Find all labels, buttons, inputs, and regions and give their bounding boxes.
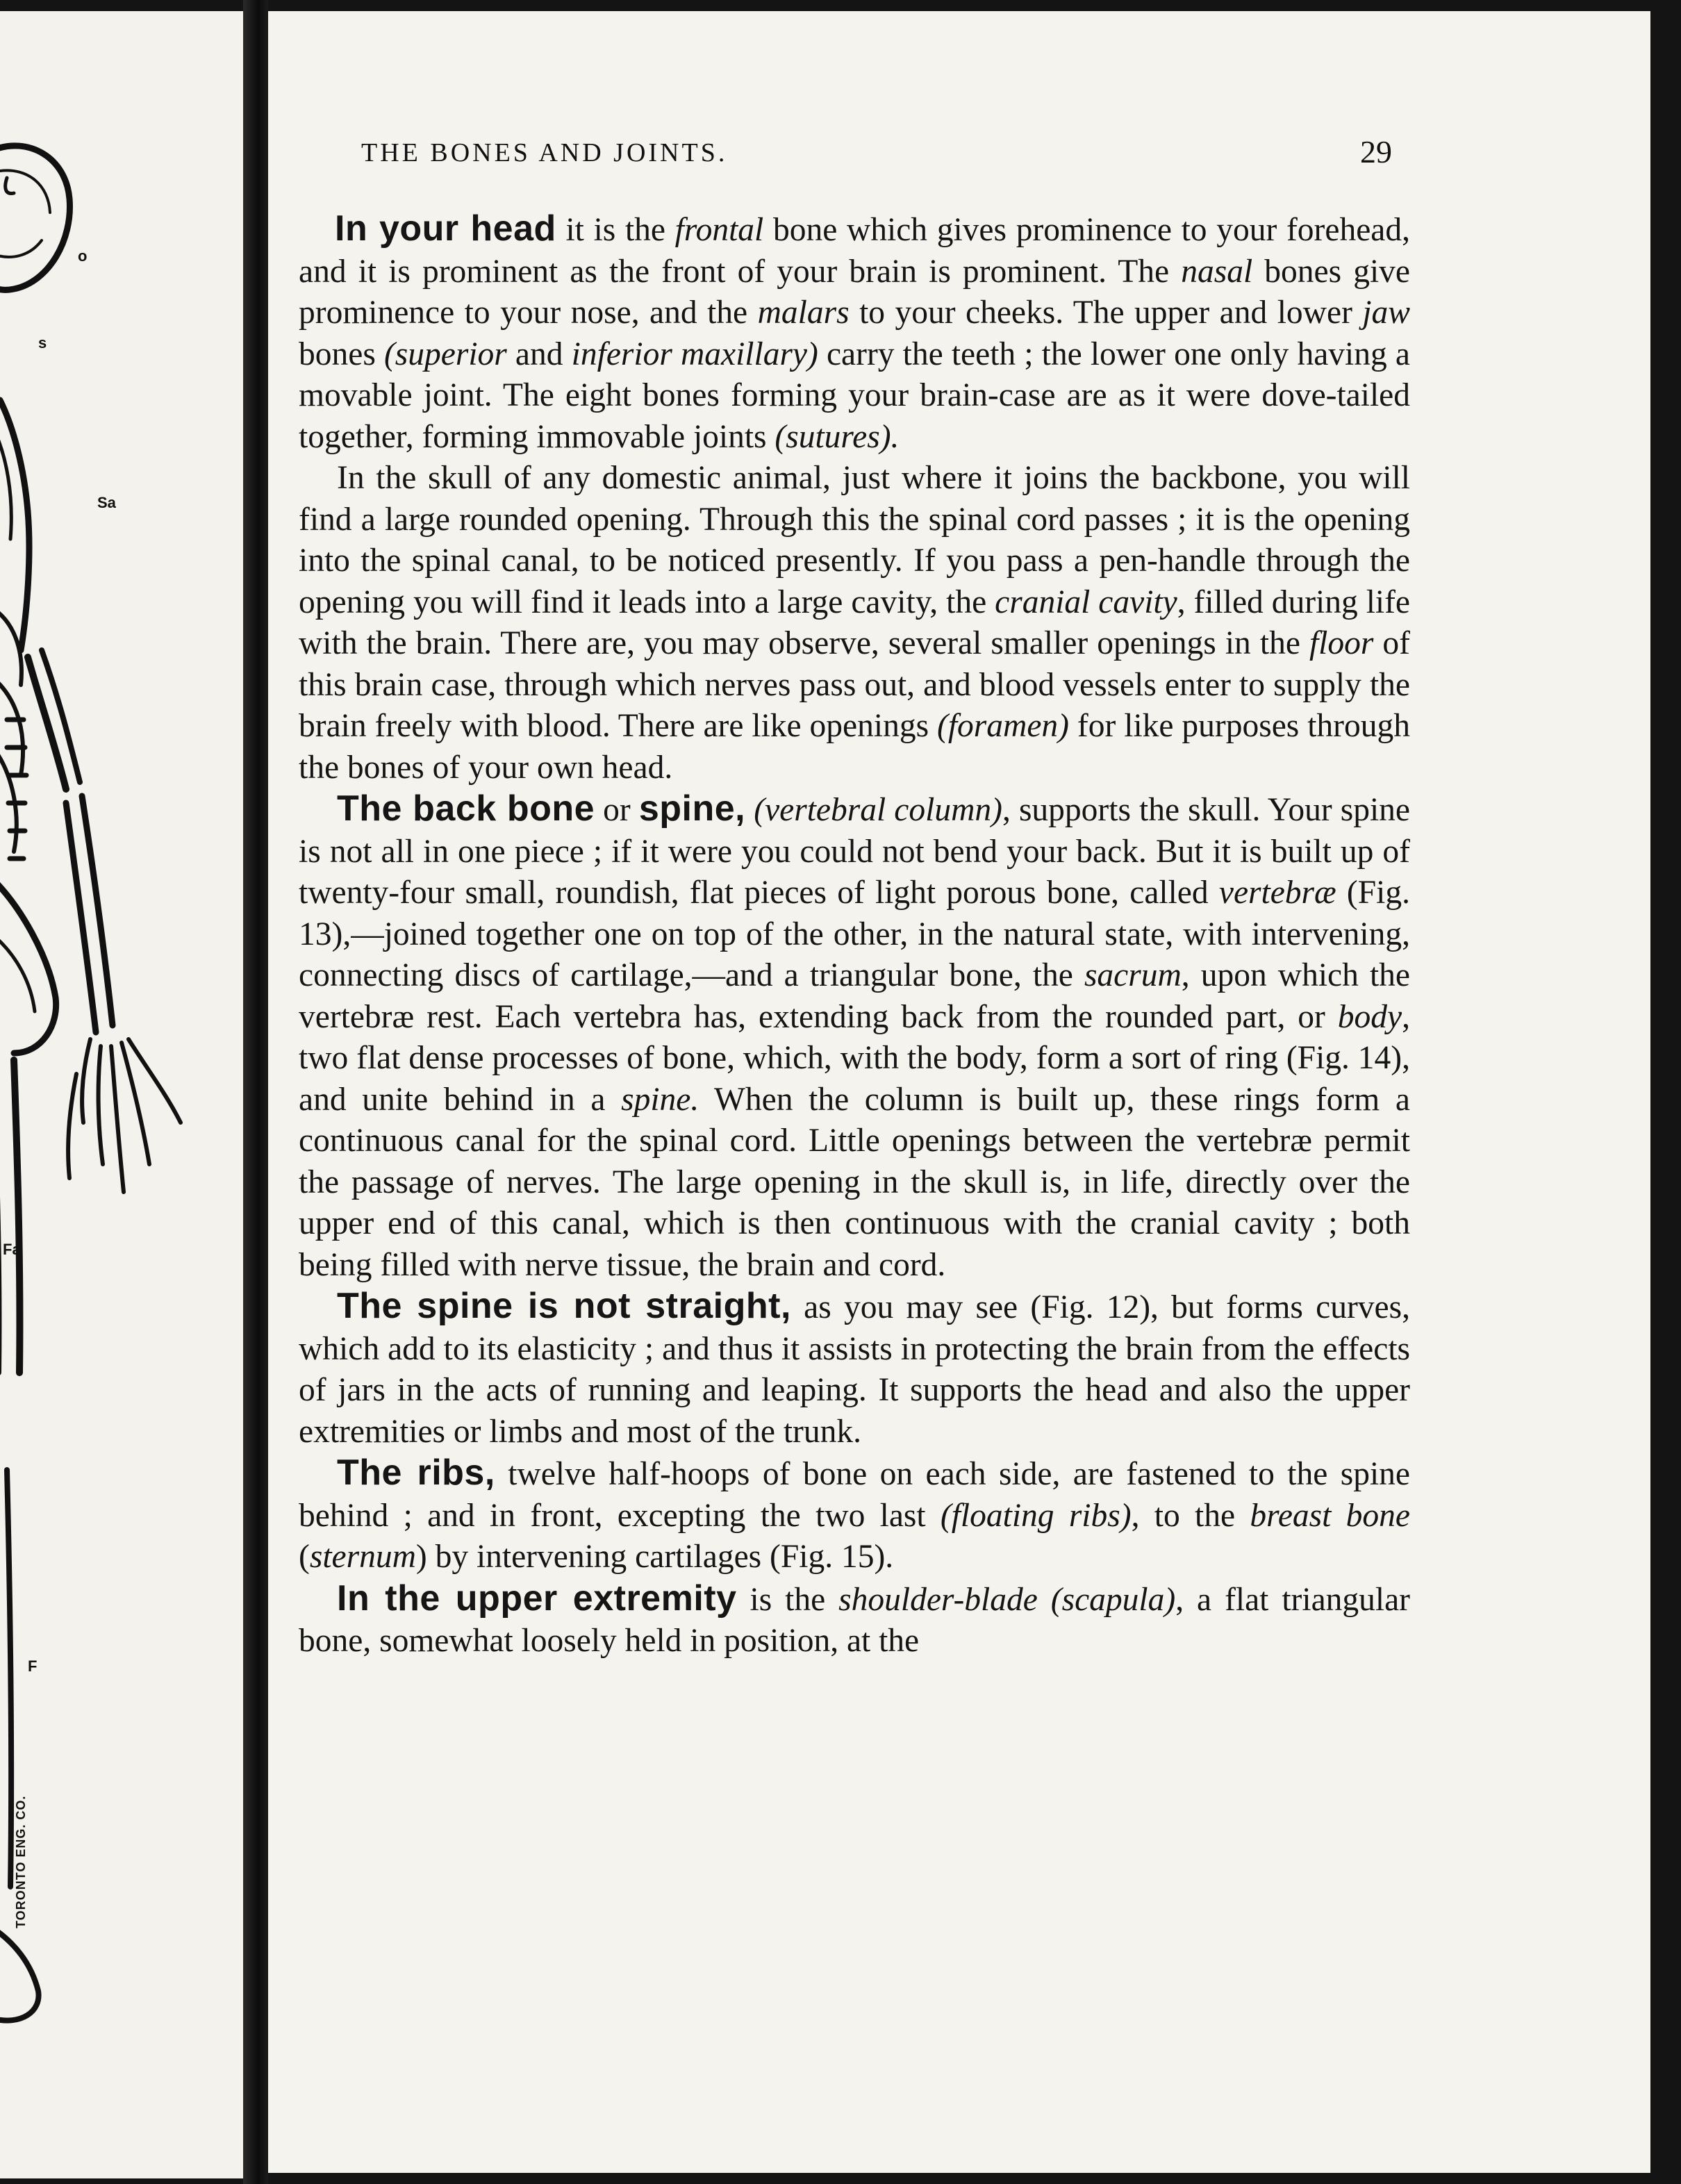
paragraph-lead-heading: The ribs, bbox=[337, 1453, 495, 1493]
paragraph bbox=[299, 1286, 1410, 1453]
running-head: THE BONES AND JOINTS. bbox=[361, 138, 728, 167]
text-run: , to the bbox=[1131, 1497, 1250, 1534]
paragraph bbox=[299, 788, 1410, 1286]
plate-label-sa: Sa bbox=[97, 494, 116, 511]
text-run: , supports the skull. Your spine is not all in one piece ; if it were you could not bend your back. But it is built up of twenty-four small, roundish, flat pieces of light porous bone, called bbox=[299, 792, 1411, 911]
text-run: as you may see (Fig. 12), but forms curves, which add to its elasticity ; and thus it assists in protecting the brain from the effects of jars in the acts of running and leaping. It supports the head and also the upper extremities or limbs and most of the trunk. bbox=[299, 1289, 1410, 1450]
italic-term: (vertebral column) bbox=[754, 792, 1002, 828]
text-run: is the bbox=[736, 1581, 839, 1618]
italic-term: shoulder-blade (scapula) bbox=[838, 1581, 1176, 1618]
italic-term: breast bone bbox=[1250, 1497, 1410, 1534]
plate-label-o: o bbox=[78, 247, 88, 265]
paragraph-lead-heading: The spine is not straight, bbox=[337, 1286, 791, 1326]
text-run: , a flat triangular bone, somewhat loosely held in position, at the bbox=[299, 1581, 1410, 1659]
italic-term: floor bbox=[1309, 625, 1374, 661]
text-run: ) by intervening cartilages (Fig. 15). bbox=[415, 1539, 894, 1575]
text-run: , upon which the vertebræ rest. Each vertebra has, extending back from the rounded part, or bbox=[299, 957, 1410, 1035]
skeleton-illustration bbox=[0, 11, 243, 2178]
italic-term: spine. bbox=[621, 1081, 699, 1118]
italic-term: malars bbox=[757, 295, 850, 331]
plate-label-fa: Fa bbox=[3, 1241, 21, 1258]
paragraph-lead-heading: In your head bbox=[335, 208, 556, 249]
text-run: (Fig. 13),—joined together one on top of the other, in the natural state, with intervening, connecting discs of cartilage,—and a triangular bone, the bbox=[299, 875, 1410, 993]
text-run: carry the teeth ; the lower one only having a movable joint. The eight bones forming your brain-case are as it were dove-tailed together, forming immovable joints bbox=[299, 336, 1410, 455]
page-number: 29 bbox=[1360, 134, 1392, 169]
italic-term: body bbox=[1337, 998, 1402, 1035]
paragraph-lead-heading: In the upper extremity bbox=[337, 1578, 737, 1619]
text-run: to your cheeks. The upper and lower bbox=[849, 295, 1363, 331]
text-run: of this brain case, through which nerves pass out, and blood vessels enter to supply the brain freely with blood. There are like openings bbox=[299, 625, 1410, 744]
body-text bbox=[299, 208, 1410, 1662]
paragraph bbox=[299, 458, 1410, 788]
text-run: twelve half-hoops of bone on each side, are fastened to the spine behind ; and in front, excepting the two last bbox=[299, 1456, 1410, 1534]
bold-term: spine, bbox=[638, 788, 746, 829]
italic-term: (sutures). bbox=[775, 418, 900, 455]
text-run: When the column is built up, these rings form a continuous canal for the spinal cord. Little openings between the vertebræ permit the passage of nerves. The large opening in the skull is, in life, directly over the upper end of this canal, which is then continuous with the cranial cavity ; both being filled with nerve tissue, the brain and cord. bbox=[299, 1081, 1410, 1283]
engraver-credit: TORONTO ENG. CO. bbox=[14, 1795, 28, 1928]
text-run: it is the bbox=[556, 212, 675, 248]
text-run bbox=[745, 792, 754, 828]
italic-term: sacrum bbox=[1084, 957, 1182, 993]
paragraph bbox=[299, 1453, 1410, 1578]
italic-term: cranial cavity bbox=[995, 584, 1177, 620]
book-gutter bbox=[243, 0, 268, 2184]
facing-plate-page bbox=[0, 11, 243, 2178]
text-run: bone which gives prominence to your forehead, and it is prominent as the front of your brain is prominent. The bbox=[299, 212, 1411, 290]
plate-label-f: F bbox=[28, 1657, 38, 1675]
italic-term: nasal bbox=[1181, 253, 1253, 290]
italic-term: vertebræ bbox=[1218, 875, 1336, 911]
italic-term: jaw bbox=[1362, 295, 1410, 331]
italic-term: (superior bbox=[383, 336, 507, 372]
text-run: , two flat dense processes of bone, which, with the body, form a sort of ring (Fig. 14), and unite behind in a bbox=[299, 998, 1410, 1118]
italic-term: (floating ribs) bbox=[940, 1497, 1132, 1534]
paragraph bbox=[299, 208, 1410, 458]
paragraph bbox=[299, 1578, 1410, 1662]
text-run: In the skull of any domestic animal, just where it joins the backbone, you will find a large rounded opening. Through this the spinal cord passes ; it is the opening into the spinal canal, to be noticed presently. If you pass a pen-handle through the opening you will find it leads into a large cavity, the bbox=[299, 460, 1410, 620]
text-run: bones give prominence to your nose, and the bbox=[299, 253, 1410, 331]
plate-label-s: s bbox=[38, 334, 47, 351]
italic-term: sternum bbox=[309, 1539, 416, 1575]
italic-term: (foramen) bbox=[937, 708, 1069, 744]
italic-term: inferior maxillary) bbox=[571, 336, 818, 372]
italic-term: frontal bbox=[674, 212, 764, 248]
text-run: , filled during life with the brain. There are, you may observe, several smaller openings in the bbox=[299, 584, 1410, 661]
text-run: bones bbox=[299, 336, 384, 372]
text-run: ( bbox=[299, 1539, 310, 1575]
paragraph-lead-heading: The back bone bbox=[337, 788, 595, 829]
text-run: for like purposes through the bones of your own head. bbox=[299, 708, 1410, 786]
text-run: and bbox=[506, 336, 572, 372]
text-run: or bbox=[595, 792, 639, 828]
